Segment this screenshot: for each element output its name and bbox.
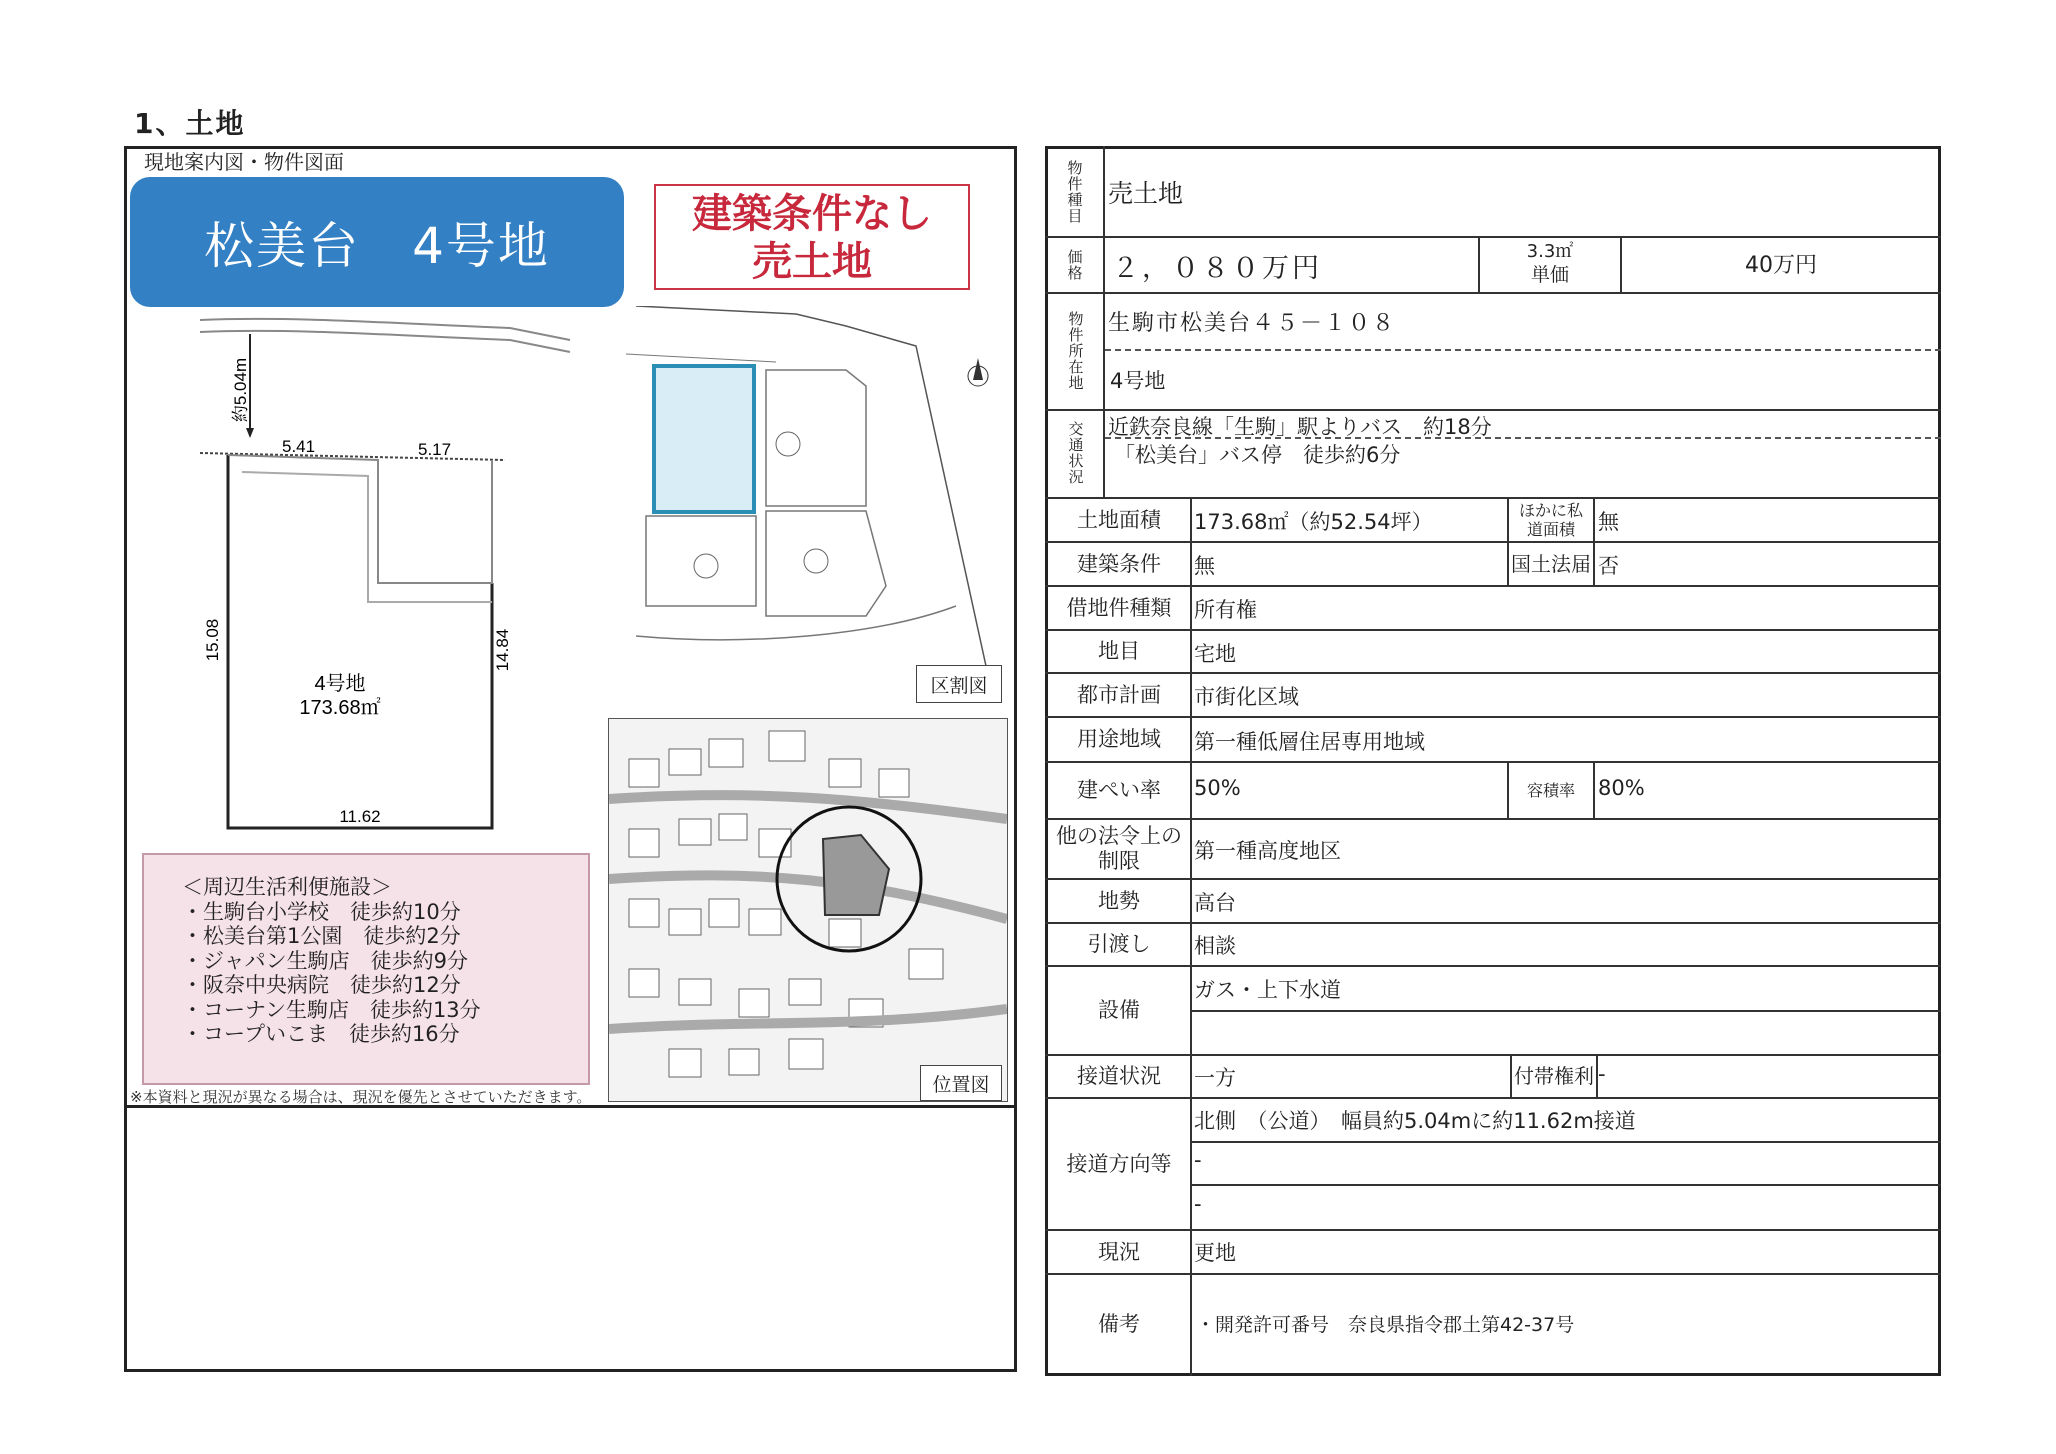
address-value: 生駒市松美台４５－１０８ (1108, 311, 1397, 336)
notice-box (654, 184, 970, 290)
lot-marker (776, 432, 800, 456)
land-category-label: 地目 (1098, 639, 1140, 663)
retaining-wall (228, 455, 492, 583)
table-row-line (1105, 349, 1941, 351)
terrain-value: 高台 (1194, 891, 1236, 915)
unit-price-label-bottom: 単価 (1530, 263, 1569, 286)
coverage-value: 50% (1194, 776, 1241, 800)
road-width-label: 約5.04m (231, 357, 250, 423)
lot-value: 4号地 (1110, 369, 1166, 393)
bottom-length: 11.62 (339, 807, 381, 826)
location-map (608, 718, 1008, 1102)
facilities-heading: ＜周辺生活利便施設＞ (182, 875, 392, 899)
table-col-line (1593, 497, 1595, 585)
current-status-value: 更地 (1194, 1241, 1236, 1265)
top-right-length: 5.17 (418, 440, 452, 459)
unit-price-label-top: 3.3㎡ (1526, 240, 1574, 262)
lot-marker (804, 549, 828, 573)
facilities-label: 設備 (1098, 998, 1140, 1022)
lease-value: 所有権 (1194, 598, 1257, 622)
handover-value: 相談 (1194, 934, 1236, 958)
price-label: 価格 (1067, 248, 1083, 282)
other-law-label: 他の法令上の制限 (1056, 824, 1182, 873)
current-status-label: 現況 (1098, 1239, 1140, 1264)
lease-label: 借地件種類 (1066, 595, 1172, 620)
building-condition-value: 無 (1194, 554, 1215, 578)
facility-item: ・コーナン生駒店 徒歩約13分 (182, 997, 481, 1022)
table-col-line (1103, 146, 1105, 497)
lot-marker (694, 554, 718, 578)
lot-area: 173.68㎡ (299, 697, 381, 719)
transport-line-1: 近鉄奈良線「生駒」駅よりバス 約18分 (1108, 415, 1492, 439)
remarks-label: 備考 (1098, 1312, 1140, 1336)
remarks-value: ・開発許可番号 奈良県指令郡土第42-37号 (1196, 1314, 1575, 1336)
road-direction-line-2: - (1194, 1148, 1202, 1172)
easement-value: - (1598, 1062, 1606, 1086)
table-row-line (1190, 1184, 1941, 1186)
table-col-line (1593, 761, 1595, 818)
land-area-value: 173.68㎡（約52.54坪） (1194, 510, 1433, 534)
zoning-map-label: 区割図 (916, 665, 1002, 703)
private-road-value: 無 (1598, 510, 1619, 534)
table-row-line (1190, 1141, 1941, 1143)
table-row-line (1045, 292, 1941, 294)
far-value: 80% (1598, 776, 1645, 800)
neighbor-lot (766, 511, 886, 616)
price-value: ２，０８０万円 (1112, 253, 1322, 284)
dimension-arrow-icon (246, 428, 254, 438)
road-direction-line-1: 北側 （公道） 幅員約5.04mに約11.62m接道 (1194, 1109, 1636, 1133)
road-edge-upper (200, 319, 570, 340)
road-edge-lower (200, 331, 570, 352)
zoning-map (626, 306, 1002, 704)
survey-drawing (150, 310, 610, 840)
land-law-value: 否 (1598, 554, 1619, 578)
property-title: 松美台 4号地 (130, 177, 624, 307)
land-category-value: 宅地 (1194, 642, 1236, 666)
road-direction-line-3: - (1194, 1192, 1202, 1216)
land-law-label: 国土法届 (1511, 551, 1591, 576)
facility-item: ・コープいこま 徒歩約16分 (182, 1022, 460, 1046)
property-type-label: 物件種目 (1067, 159, 1083, 225)
location-label: 物件所在地 (1068, 310, 1084, 392)
property-type-value: 売土地 (1108, 179, 1184, 208)
far-label: 容積率 (1526, 781, 1575, 800)
building-condition-label: 建築条件 (1077, 551, 1161, 576)
transport-label: 交通状況 (1068, 420, 1084, 486)
transport-line-2: 「松美台」バス停 徒歩約6分 (1114, 443, 1401, 467)
road-status-label: 接道状況 (1077, 1064, 1161, 1088)
lot-name: 4号地 (314, 673, 366, 695)
terrain-label: 地勢 (1098, 888, 1140, 913)
zoning-line (626, 354, 776, 362)
zoning-road (636, 606, 956, 640)
city-plan-value: 市街化区域 (1194, 685, 1299, 709)
facility-item: ・ジャパン生駒店 徒歩約9分 (182, 948, 468, 973)
lot-boundary (228, 455, 492, 828)
table-row-line (1190, 1010, 1941, 1012)
table-col-line (1190, 497, 1192, 1376)
neighbor-lot (646, 516, 756, 606)
section-heading: 1、土地 (134, 107, 246, 140)
use-zone-value: 第一種低層住居専用地域 (1194, 730, 1425, 754)
lot-4-highlight (654, 366, 754, 512)
left-panel-caption: 現地案内図・物件図面 (144, 150, 344, 174)
road-status-value: 一方 (1194, 1066, 1236, 1090)
private-road-label: ほかに私道面積 (1518, 501, 1583, 539)
facility-item: ・阪奈中央病院 徒歩約12分 (182, 973, 461, 997)
left-side-length: 15.08 (203, 618, 222, 662)
top-left-length: 5.41 (282, 437, 316, 456)
other-law-value: 第一種高度地区 (1194, 839, 1341, 863)
coverage-label: 建ぺい率 (1077, 778, 1161, 802)
neighbor-lot (766, 370, 866, 506)
land-area-label: 土地面積 (1077, 507, 1161, 532)
facility-item: ・生駒台小学校 徒歩約10分 (182, 899, 461, 924)
unit-price-value: 40万円 (1745, 252, 1817, 278)
city-plan-label: 都市計画 (1077, 682, 1161, 707)
notice-line-2: 売土地 (752, 239, 872, 285)
facilities-value: ガス・上下水道 (1194, 978, 1341, 1002)
road-direction-label: 接道方向等 (1066, 1151, 1172, 1176)
right-side-length: 14.84 (493, 628, 512, 672)
easement-label: 付帯権利 (1514, 1064, 1594, 1088)
nearby-facilities (142, 853, 590, 1085)
footnote: ※本資料と現況が異なる場合は、現況を優先とさせていただきます。 (130, 1088, 592, 1106)
location-map-label: 位置図 (920, 1065, 1002, 1101)
facility-item: ・松美台第1公園 徒歩約2分 (182, 924, 461, 948)
handover-label: 引渡し (1087, 932, 1151, 956)
use-zone-label: 用途地域 (1077, 727, 1161, 751)
notice-line-1: 建築条件なし (692, 191, 932, 237)
north-arrow-icon (968, 358, 988, 386)
